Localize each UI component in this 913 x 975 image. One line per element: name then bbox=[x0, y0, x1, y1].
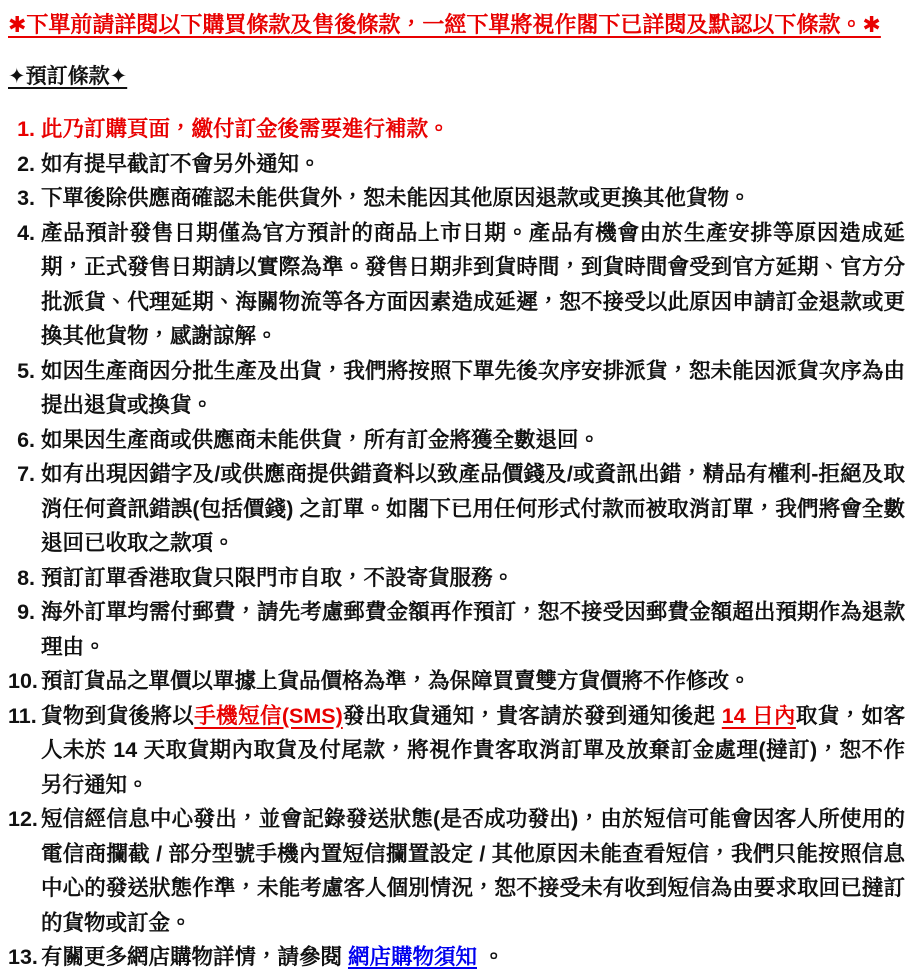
term-text: 短信經信息中心發出，並會記錄發送狀態(是否成功發出)，由於短信可能會因客人所使用的電信商攔截 / 部分型號手機內置短信攔置設定 / 其他原因未能查看短信，我們只能按照信息中心的發送狀態作準，未能考慮客人個別情況，恕不接受未有收到短信為由要求取回已撻訂的貨物或訂金。 bbox=[41, 807, 905, 935]
term-item bbox=[8, 802, 905, 940]
term-text: 如果因生產商或供應商未能供貨，所有訂金將獲全數退回。 bbox=[41, 427, 601, 452]
term-number: 8. bbox=[17, 565, 35, 590]
term-number: 5. bbox=[17, 358, 35, 383]
term-text: 發出取貨通知，貴客請於發到通知後起 bbox=[342, 703, 722, 728]
term-text: 貨物到貨後將以 bbox=[41, 703, 195, 728]
term-item bbox=[8, 664, 905, 699]
term-item bbox=[8, 181, 905, 216]
term-item bbox=[8, 699, 905, 803]
term-number: 13. bbox=[8, 945, 38, 969]
term-item bbox=[8, 940, 905, 975]
term-text: 有關更多網店購物詳情，請參閱 bbox=[41, 945, 348, 969]
term-item bbox=[8, 354, 905, 423]
terms-list bbox=[8, 112, 905, 975]
term-item bbox=[8, 457, 905, 561]
term-number: 10. bbox=[8, 669, 38, 693]
term-number: 11. bbox=[8, 703, 37, 728]
term-text: 如有出現因錯字及/或供應商提供錯資料以致產品價錢及/或資訊出錯，精品有權利-拒絕及取消任何資訊錯誤(包括價錢) 之訂單。如閣下已用任何形式付款而被取消訂單，我們將會全數退回已收取之款項。 bbox=[41, 462, 905, 555]
term-number: 1. bbox=[17, 117, 35, 141]
term-text: 預訂訂單香港取貨只限門市自取，不設寄貨服務。 bbox=[41, 565, 515, 590]
term-number: 4. bbox=[17, 220, 35, 245]
term-text: 此乃訂購頁面，繳付訂金後需要進行補款。 bbox=[41, 117, 450, 141]
term-text: 預訂貨品之單價以單據上貨品價格為準，為保障買賣雙方貨價將不作修改。 bbox=[41, 669, 751, 693]
term-item bbox=[8, 423, 905, 458]
term-number: 6. bbox=[17, 427, 35, 452]
term-text: 14 日內 bbox=[721, 703, 796, 728]
term-item bbox=[8, 561, 905, 596]
shop-guide-link[interactable]: 網店購物須知 bbox=[347, 945, 477, 969]
term-number: 9. bbox=[17, 600, 35, 624]
term-text: 下單後除供應商確認未能供貨外，恕未能因其他原因退款或更換其他貨物。 bbox=[41, 186, 751, 210]
section-heading: ✦預訂條款✦ bbox=[8, 65, 128, 88]
term-text: 產品預計發售日期僅為官方預計的商品上市日期。產品有機會由於生產安排等原因造成延期，正式發售日期請以實際為準。發售日期非到貨時間，到貨時間會受到官方延期、官方分批派貨、代理延期、海關物流等各方面因素造成延遲，恕不接受以此原因申請訂金退款或更換其他貨物，感謝諒解。 bbox=[41, 220, 905, 348]
term-number: 3. bbox=[17, 186, 35, 210]
term-text: 海外訂單均需付郵費，請先考慮郵費金額再作預訂，恕不接受因郵費金額超出預期作為退款理由。 bbox=[41, 600, 905, 659]
notice-banner: ✱下單前請詳閱以下購買條款及售後條款，一經下單將視作閣下已詳閱及默認以下條款。✱ bbox=[8, 12, 881, 37]
term-number: 2. bbox=[17, 151, 35, 176]
term-item bbox=[8, 595, 905, 664]
term-item bbox=[8, 112, 905, 147]
term-item bbox=[8, 216, 905, 354]
term-number: 7. bbox=[17, 462, 35, 486]
term-item bbox=[8, 147, 905, 182]
term-number: 12. bbox=[8, 807, 38, 831]
term-text: 如因生產商因分批生產及出貨，我們將按照下單先後次序安排派貨，恕未能因派貨次序為由提出退貨或換貨。 bbox=[41, 358, 905, 417]
term-text: 。 bbox=[477, 945, 505, 969]
term-text: 如有提早截訂不會另外通知。 bbox=[41, 151, 321, 176]
term-text: 取貨，如客人未於 14 天取貨期內取貨及付尾款，將視作貴客取消訂單及放棄訂金處理(撻訂)，恕不作另行通知。 bbox=[41, 703, 905, 797]
term-text: 手機短信(SMS) bbox=[194, 703, 343, 728]
